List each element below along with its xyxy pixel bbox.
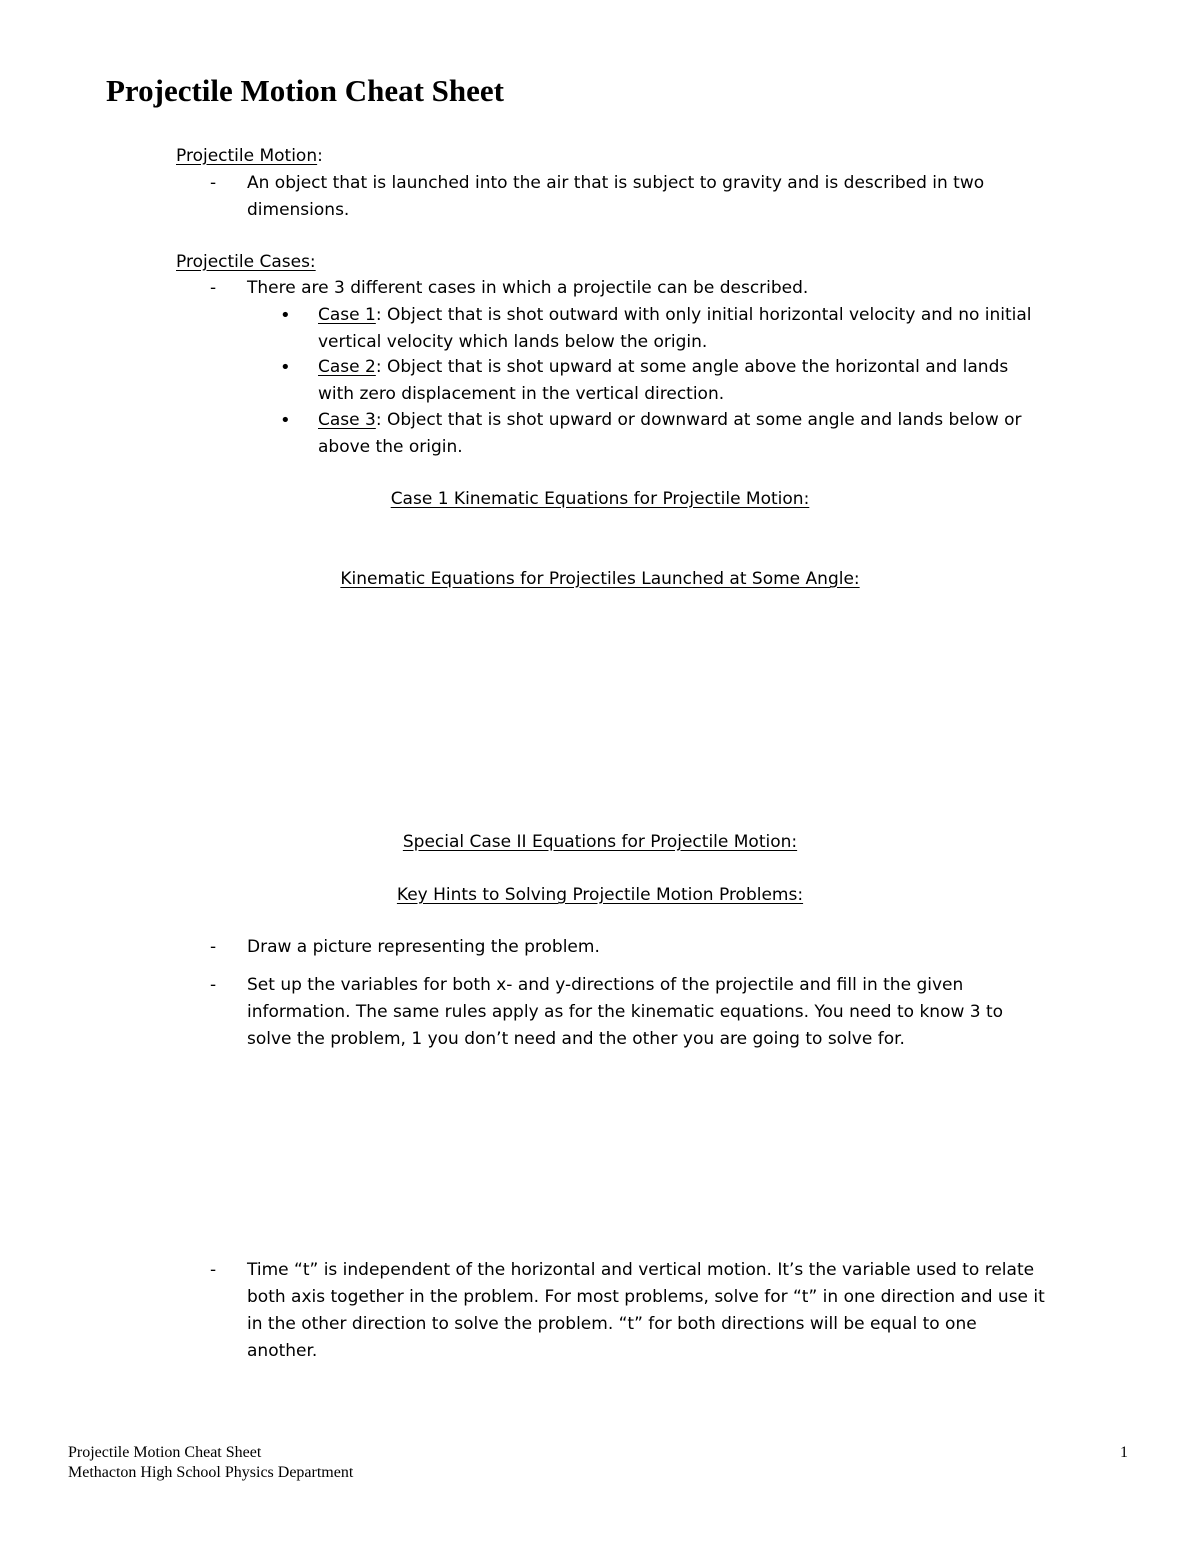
bullet-dot: •: [280, 357, 291, 378]
hint-item: Set up the variables for both x- and y-directions of the projectile and fill in the given information. The same rules apply as for the kinematic equations. You need to know 3 to solve the problem, 1 you don’t need and the other you are going to solve for.: [247, 975, 1004, 1049]
case1-equations-heading: Case 1 Kinematic Equations for Projectile Motion:: [390, 489, 810, 509]
definition-heading-label: Projectile Motion: [176, 146, 318, 166]
list-dash: -: [210, 173, 217, 193]
case-description: : Object that is shot outward with only initial horizontal velocity and no initial vertical velocity which lands below the origin.: [318, 305, 1032, 352]
bullet-dot: •: [280, 410, 291, 431]
case-description: : Object that is shot upward or downward at some angle and lands below or above the origin.: [318, 410, 1022, 457]
case-description: : Object that is shot upward at some angle above the horizontal and lands with zero displacement in the vertical direction.: [318, 357, 1009, 404]
page-number: 1: [1120, 1444, 1128, 1461]
footer-department: Methacton High School Physics Department: [68, 1464, 354, 1481]
special-case-heading: Special Case II Equations for Projectile Motion:: [402, 832, 798, 852]
list-dash: -: [210, 1260, 217, 1280]
list-dash: -: [210, 937, 217, 957]
case-item: [318, 354, 1038, 408]
hints-heading: Key Hints to Solving Projectile Motion Problems:: [396, 885, 804, 905]
list-dash: -: [210, 278, 217, 298]
case-item: [318, 407, 1038, 461]
cases-heading: Projectile Cases:: [176, 252, 316, 272]
bullet-dot: •: [280, 305, 291, 326]
hint-item: Time “t” is independent of the horizontal and vertical motion. It’s the variable used to relate both axis together in the problem. For most problems, solve for “t” in one direction and use it in the other direction to solve the problem. “t” for both directions will be equal to one another.: [247, 1260, 1045, 1361]
cases-intro: There are 3 different cases in which a projectile can be described.: [247, 278, 809, 298]
case-item: [318, 302, 1038, 356]
definition-heading: [176, 143, 323, 170]
list-dash: -: [210, 975, 217, 995]
page-title: Projectile Motion Cheat Sheet: [106, 73, 505, 108]
angle-equations-heading: Kinematic Equations for Projectiles Launched at Some Angle:: [340, 569, 860, 589]
footer-title: Projectile Motion Cheat Sheet: [68, 1444, 262, 1461]
definition-text: An object that is launched into the air that is subject to gravity and is described in two dimensions.: [247, 173, 985, 220]
case-label: Case 1: [318, 305, 376, 325]
hint-item: Draw a picture representing the problem.: [247, 937, 600, 957]
case-label: Case 3: [318, 410, 376, 430]
case-label: Case 2: [318, 357, 376, 377]
definition-heading-colon: :: [317, 146, 323, 166]
